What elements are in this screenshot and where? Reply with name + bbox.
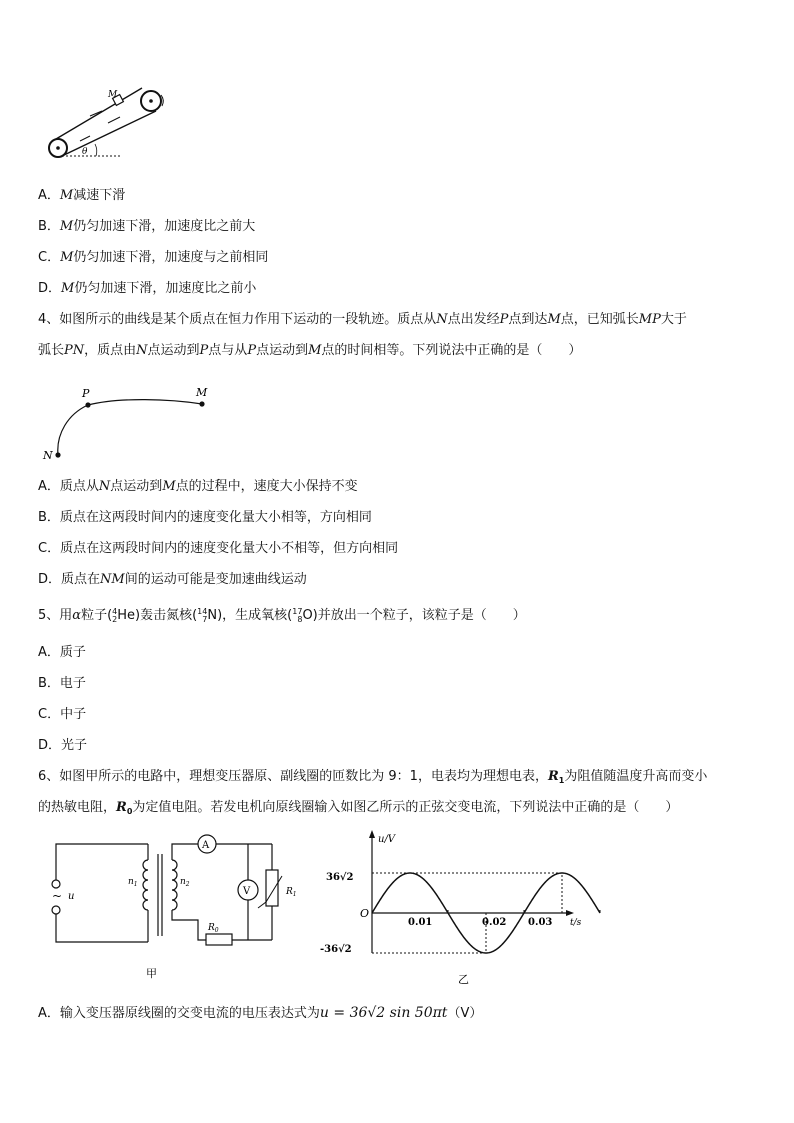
x-axis-label: t/s: [570, 918, 582, 928]
text: )轰击氮核(: [135, 608, 198, 623]
option-letter: A．: [38, 188, 60, 203]
var: P: [199, 343, 209, 358]
text: )并放出一个粒子，该粒子是（ ）: [312, 608, 526, 623]
text: 质点在: [61, 572, 101, 587]
var-M: M: [60, 250, 74, 265]
var: N: [136, 343, 148, 358]
q5-option-b: [38, 675, 86, 693]
label-N: N: [43, 449, 53, 462]
q6-option-a: [38, 1004, 482, 1023]
option-text: 光子: [61, 738, 88, 753]
var-M: M: [59, 188, 74, 203]
option-text: 质点在这两段时间内的速度变化量大小不相等，但方向相同: [60, 541, 399, 556]
mass-number: 4: [112, 606, 118, 616]
var: M: [162, 479, 176, 494]
text: 粒子(: [81, 608, 113, 623]
q5-option-d: [38, 737, 87, 755]
q4-option-c: [38, 540, 398, 558]
option-letter: D．: [38, 281, 62, 296]
text: （V）: [447, 1006, 483, 1021]
option-text: 仍匀加速下滑，加速度比之前小: [74, 281, 257, 296]
option-letter: B．: [38, 219, 60, 234]
q3-option-b: [38, 218, 255, 236]
trajectory-figure: [40, 384, 240, 464]
q4-stem-line1: [38, 311, 687, 329]
option-letter: A．: [38, 479, 60, 494]
label-n1: $n_1$: [128, 877, 138, 888]
text: 6、如图甲所示的电路中，理想变压器原、副线圈的匝数比为 9：1，电表均为理想电表，: [38, 769, 548, 784]
text: 点的时间相等。下列说法中正确的是（ ）: [321, 343, 582, 358]
ymin-label: -36√2: [320, 944, 352, 955]
text: 质点从: [59, 479, 99, 494]
var: NM: [100, 572, 125, 587]
alpha-symbol: α: [72, 608, 82, 623]
text: 大于: [660, 312, 687, 327]
option-letter: B．: [38, 676, 60, 691]
tilde-symbol: ~: [52, 889, 63, 903]
element-symbol: He: [117, 608, 136, 623]
label-P: P: [82, 387, 90, 400]
option-text: 仍匀加速下滑，加速度与之前相同: [73, 250, 269, 265]
element-symbol: O: [302, 608, 313, 623]
var-M: M: [61, 281, 75, 296]
q5-option-a: [38, 644, 86, 662]
var: M: [308, 343, 322, 358]
option-letter: C．: [38, 541, 61, 556]
label-u: u: [68, 891, 75, 902]
mass-number: 17: [292, 606, 303, 616]
text: 点运动到: [110, 479, 163, 494]
voltmeter-label: V: [243, 886, 251, 897]
text: 输入变压器原线圈的交变电流的电压表达式为: [59, 1006, 320, 1021]
label-theta: θ: [82, 147, 88, 157]
label-n2: $n_2$: [180, 877, 190, 888]
tick-label-003: 0.03: [528, 917, 553, 928]
y-axis-label: u/V: [378, 834, 396, 845]
y-axis-arrow: [369, 830, 375, 838]
var: P: [247, 343, 257, 358]
transformer-circuit-figure: [48, 832, 308, 982]
var-M: M: [59, 219, 74, 234]
var: N: [98, 479, 111, 494]
q3-option-c: [38, 249, 268, 267]
var: P: [499, 312, 509, 327]
text: 5、用: [38, 608, 73, 623]
option-text: 仍匀加速下滑，加速度比之前大: [73, 219, 256, 234]
q4-option-b: [38, 509, 372, 527]
text: 点的过程中，速度大小保持不变: [175, 479, 358, 494]
caption-yi: 乙: [458, 973, 469, 986]
text: )，生成氧核(: [217, 608, 293, 623]
label-M: M: [108, 90, 118, 100]
option-letter: D．: [38, 572, 62, 587]
text: 点与从: [208, 343, 248, 358]
text: 弧长: [38, 343, 65, 358]
q5-option-c: [38, 706, 86, 724]
nitrogen-nuclide: [197, 607, 217, 625]
tick-label-001: 0.01: [408, 917, 433, 928]
var: MP: [638, 312, 661, 327]
mass-number: 14: [197, 606, 208, 616]
option-text: 质子: [59, 645, 86, 660]
atomic-number: 7: [202, 614, 208, 624]
voltage-formula: u = 36√2 sin 50πt: [319, 1005, 448, 1021]
atomic-number: 8: [297, 614, 303, 624]
option-letter: A．: [38, 645, 60, 660]
text: 为定值电阻。若发电机向原线圈输入如图乙所示的正弦交变电流，下列说法中正确的是（ ）: [132, 800, 679, 815]
option-letter: C．: [38, 250, 61, 265]
text: 的热敏电阻，: [38, 800, 117, 815]
label-R1: $R_1$: [286, 887, 297, 898]
q5-stem: [38, 607, 526, 625]
q6-stem-line2: [38, 799, 678, 818]
x-axis-arrow: [566, 910, 574, 916]
tick-label-002: 0.02: [482, 917, 507, 928]
var: M: [547, 312, 561, 327]
option-letter: B．: [38, 510, 60, 525]
text: 4、如图所示的曲线是某个质点在恒力作用下运动的一段轨迹。质点从: [38, 312, 437, 327]
element-symbol: N: [207, 608, 218, 623]
option-text: 质点在这两段时间内的速度变化量大小相等，方向相同: [59, 510, 372, 525]
thermistor-R1: [266, 870, 278, 906]
text: ，质点由: [84, 343, 137, 358]
option-letter: C．: [38, 707, 61, 722]
q6-stem-line1: [38, 768, 707, 787]
label-R0: $R_0$: [208, 923, 219, 934]
text: 间的运动可能是变加速曲线运动: [124, 572, 307, 587]
option-letter: A．: [38, 1006, 60, 1021]
text: 点，已知弧长: [560, 312, 639, 327]
option-text: 减速下滑: [73, 188, 126, 203]
origin-label: O: [360, 907, 370, 920]
var: PN: [64, 343, 85, 358]
resistor-R0: [206, 934, 232, 945]
caption-jia: 甲: [146, 967, 157, 980]
var: N: [436, 312, 448, 327]
q3-option-d: [38, 280, 256, 298]
subscript: 1: [558, 776, 565, 785]
helium-nuclide: [112, 607, 135, 625]
q4-stem-line2: [38, 342, 581, 360]
conveyor-belt-figure: [40, 86, 180, 166]
option-letter: D．: [38, 738, 62, 753]
var-R1: R: [547, 769, 559, 784]
text: 点运动到: [256, 343, 309, 358]
sine-voltage-graph: [320, 828, 590, 988]
text: 为阻值随温度升高而变小: [564, 769, 708, 784]
oxygen-nuclide: [292, 607, 312, 625]
option-text: 中子: [60, 707, 87, 722]
ymax-label: 36√2: [326, 872, 354, 883]
subscript: 0: [126, 807, 133, 816]
q4-option-a: [38, 478, 358, 496]
label-M: M: [196, 386, 208, 399]
ammeter-label: A: [202, 840, 210, 851]
text: 点到达: [508, 312, 548, 327]
q4-option-d: [38, 571, 307, 589]
option-text: 电子: [59, 676, 86, 691]
var-R0: R: [116, 800, 127, 815]
text: 点出发经: [447, 312, 500, 327]
q3-option-a: [38, 187, 125, 205]
atomic-number: 2: [112, 614, 118, 624]
text: 点运动到: [147, 343, 200, 358]
